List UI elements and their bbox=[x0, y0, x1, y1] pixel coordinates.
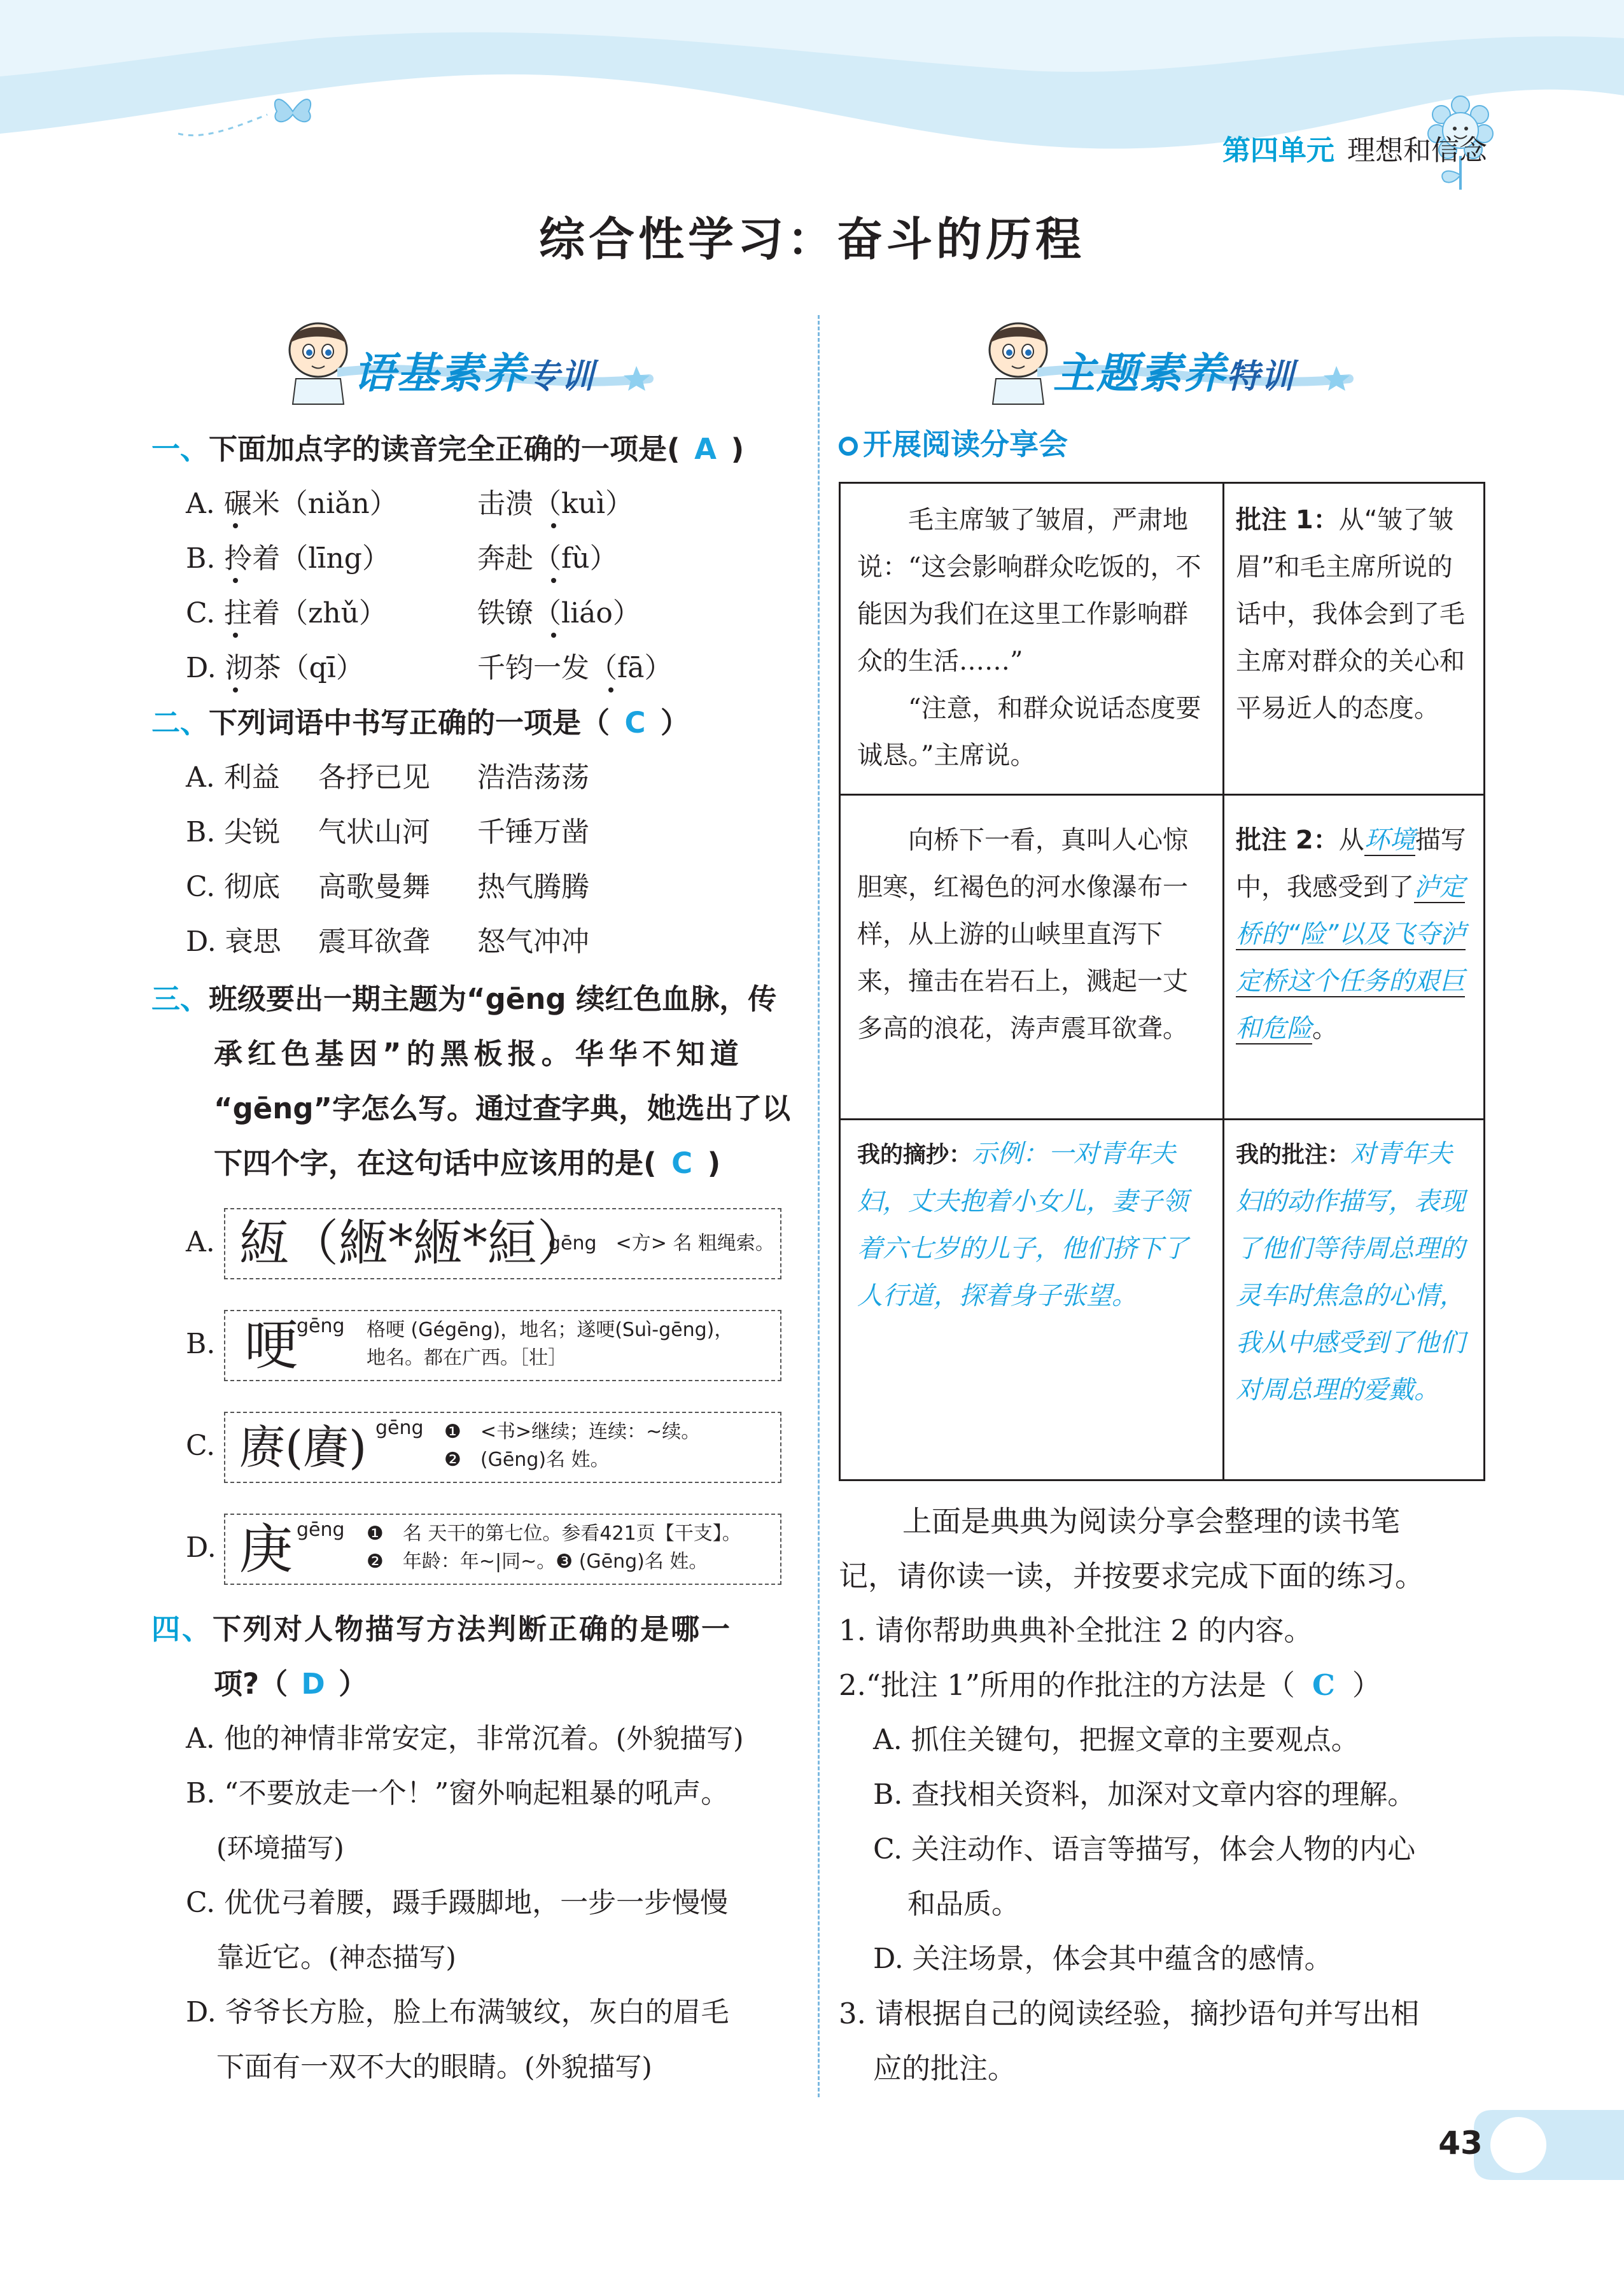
q2-option-c: C. 彻底 bbox=[186, 871, 281, 903]
task-2-option-d: D. 关注场景，体会其中蕴含的感情。 bbox=[873, 1943, 1333, 1975]
reading-notes-table bbox=[839, 482, 1485, 1481]
task-2-option-a: A. 抓住关键句，把握文章的主要观点。 bbox=[873, 1724, 1359, 1756]
answer-1: A bbox=[694, 432, 717, 466]
column-divider bbox=[818, 315, 820, 2097]
dict-letter-d: D. bbox=[186, 1531, 216, 1564]
dict-entry-a bbox=[224, 1208, 781, 1279]
task-2: 2.“批注 1”所用的作批注的方法是（ C ） bbox=[839, 1668, 1381, 1702]
answer-2: C bbox=[624, 706, 646, 740]
dict-def-c2: ❷ (Gēng)名 姓。 bbox=[444, 1449, 610, 1471]
q2-option-c-word3: 热气腾腾 bbox=[477, 871, 589, 903]
row2-excerpt bbox=[841, 817, 1222, 1052]
dashed-trail bbox=[178, 102, 280, 140]
task-1: 1. 请你帮助典典补全批注 2 的内容。 bbox=[839, 1614, 1313, 1647]
dict-def-a: gēng <方> 名 粗绳索。 bbox=[549, 1232, 774, 1255]
q1-option-a2: 击溃（kuì） bbox=[477, 488, 634, 520]
q4-option-b: B. “不要放走一个！”窗外响起粗暴的吼声。 bbox=[186, 1777, 729, 1810]
q2-option-c-word2: 高歌曼舞 bbox=[318, 871, 430, 903]
section-header-right bbox=[980, 315, 1362, 411]
my-annotation-text: 对青年夫妇的动作描写，表现了他们等待周总理的灵车时焦急的心情，我从中感受到了他们对周总理的爱戴。 bbox=[1236, 1139, 1465, 1405]
target-icon bbox=[839, 437, 858, 456]
intro-line-2: 记，请你读一读，并按要求完成下面的练习。 bbox=[839, 1559, 1424, 1593]
question-3-line4: 下四个字，在这句话中应该用的是( C ) bbox=[214, 1146, 721, 1180]
question-4-line2: 项?（ D ） bbox=[214, 1667, 368, 1701]
row1-excerpt-p1: 毛主席皱了皱眉，严肃地说：“这会影响群众吃饭的，不能因为我们在这里工作影响群众的生活……” bbox=[857, 505, 1201, 676]
q2-option-d-word3: 怒气冲冲 bbox=[477, 925, 589, 958]
question-3-line3: “gēng”字怎么写。通过查字典，她选出了以 bbox=[214, 1092, 791, 1125]
unit-number: 第四单元 bbox=[1222, 134, 1334, 167]
q2-option-a-word3: 浩浩荡荡 bbox=[477, 761, 589, 794]
question-2: 二、下列词语中书写正确的一项是（ C ） bbox=[151, 706, 690, 740]
row2-annotation: 批注 2：从环境描写中，我感受到了泸定桥的“险”以及飞夺泸定桥这个任务的艰巨和危险。 bbox=[1236, 826, 1466, 1043]
task-2-option-c-cont: 和品质。 bbox=[907, 1888, 1019, 1920]
row2-excerpt-p: 向桥下一看，真叫人心惊胆寒，红褐色的河水像瀑布一样，从上游的山峡里直泻下来，撞击在岩石上，溅起一丈多高的浪花，涛声震耳欲聋。 bbox=[857, 826, 1188, 1043]
question-3-line2: 承红色基因”的黑板报。华华不知道 bbox=[214, 1037, 744, 1071]
row1-excerpt bbox=[841, 496, 1222, 779]
task-3-line2: 应的批注。 bbox=[873, 2051, 1017, 2085]
q2-option-d-word2: 震耳欲聋 bbox=[318, 925, 430, 958]
dict-entry-b bbox=[224, 1310, 781, 1381]
my-copy-text: 示例：一对青年夫妇，丈夫抱着小女儿，妻子领着六七岁的儿子，他们挤下了人行道，探着身子张望。 bbox=[857, 1139, 1188, 1311]
q4-option-c-cont: 靠近它。(神态描写) bbox=[216, 1941, 456, 1974]
intro-line-1: 上面是典典为阅读分享会整理的读书笔 bbox=[902, 1504, 1400, 1538]
dict-char-b: 哽 bbox=[244, 1314, 298, 1377]
unit-theme: 理想和信念 bbox=[1347, 134, 1487, 167]
task-2-option-c: C. 关注动作、语言等描写，体会人物的内心 bbox=[873, 1833, 1416, 1866]
dict-pinyin-b: gēng bbox=[297, 1315, 345, 1337]
dict-entry-d bbox=[224, 1514, 781, 1585]
q1-option-a: A. 碾米（niǎn） bbox=[186, 488, 398, 520]
q2-option-a: A. 利益 bbox=[186, 761, 280, 794]
dict-letter-a: A. bbox=[186, 1226, 215, 1258]
dict-entry-c bbox=[224, 1412, 781, 1483]
answer-3: C bbox=[671, 1146, 693, 1180]
annotation-1-text: 从“皱了皱眉”和毛主席所说的话中，我体会到了毛主席对群众的关心和平易近人的态度。 bbox=[1236, 505, 1465, 723]
section-title-right: 主题素养特训 bbox=[1053, 349, 1296, 398]
annotation-1-label: 批注 1： bbox=[1236, 505, 1339, 535]
section-title-left: 语基素养专训 bbox=[353, 349, 596, 398]
dict-def-d2: ❷ 年龄：年~|同~。❸ (Gēng)名 姓。 bbox=[367, 1550, 708, 1573]
fill-in-2: 泸定桥的“险”以及飞夺泸定桥这个任务的艰巨和危险 bbox=[1236, 873, 1466, 1043]
page-title: 综合性学习：奋斗的历程 bbox=[538, 212, 1085, 266]
annotation-2-label: 批注 2： bbox=[1236, 826, 1339, 855]
dict-letter-c: C. bbox=[186, 1430, 216, 1462]
q2-option-b-word2: 气状山河 bbox=[318, 816, 430, 848]
q4-option-d-cont: 下面有一双不大的眼睛。(外貌描写) bbox=[216, 2051, 652, 2083]
row3-annotation bbox=[1224, 1130, 1485, 1414]
dict-char-d: 庚 bbox=[239, 1518, 293, 1580]
activity-title: 开展阅读分享会 bbox=[839, 428, 1068, 461]
q4-option-a: A. 他的神情非常安定，非常沉着。(外貌描写) bbox=[186, 1722, 744, 1755]
dict-pinyin-c: gēng bbox=[375, 1417, 424, 1439]
q2-option-b-word3: 千锤万凿 bbox=[477, 816, 589, 848]
page-number: 43 bbox=[1438, 2125, 1483, 2162]
page-number-tab bbox=[1474, 2110, 1624, 2180]
q1-option-d2: 千钧一发（fā） bbox=[477, 652, 673, 684]
dict-def-b2: 地名。都在广西。［壮］ bbox=[367, 1347, 567, 1369]
q1-option-d: D. 沏茶（qī） bbox=[186, 652, 364, 684]
dict-pinyin-d: gēng bbox=[297, 1519, 345, 1541]
q1-option-b2: 奔赴（fù） bbox=[477, 542, 618, 575]
my-copy-label: 我的摘抄： bbox=[857, 1141, 972, 1168]
q2-option-a-word2: 各抒已见 bbox=[318, 761, 430, 794]
section-header-left bbox=[280, 315, 662, 411]
task-2-answer: C bbox=[1312, 1668, 1335, 1702]
dict-char-c: 赓(賡) bbox=[239, 1421, 367, 1474]
my-annotation-label: 我的批注： bbox=[1236, 1141, 1351, 1168]
answer-4: D bbox=[301, 1667, 325, 1701]
question-4-line1: 四、下列对人物描写方法判断正确的是哪一 bbox=[151, 1612, 732, 1646]
dict-def-c1: ❶ <书>继续；连续：~续。 bbox=[444, 1421, 701, 1443]
dict-letter-b: B. bbox=[186, 1328, 216, 1360]
q4-option-b-note: (环境描写) bbox=[216, 1832, 344, 1864]
q1-option-c2: 铁镣（liáo） bbox=[477, 597, 641, 629]
q2-option-b: B. 尖锐 bbox=[186, 816, 281, 848]
unit-title bbox=[1222, 127, 1487, 168]
row1-annotation bbox=[1224, 496, 1485, 732]
question-3-line1: 三、班级要出一期主题为“gēng 续红色血脉，传 bbox=[151, 982, 777, 1016]
row3-copy bbox=[841, 1130, 1222, 1319]
task-2-option-b: B. 查找相关资料，加深对文章内容的理解。 bbox=[873, 1778, 1416, 1811]
dict-char-a: 絚（緪*緪*絙） bbox=[239, 1215, 587, 1272]
task-3-line1: 3. 请根据自己的阅读经验，摘抄语句并写出相 bbox=[839, 1997, 1420, 2030]
dict-def-b1: 格哽 (Gégēng)，地名；遂哽(Suì-gēng)， bbox=[367, 1319, 734, 1341]
dict-def-d1: ❶ 名 天干的第七位。参看421页【干支】。 bbox=[367, 1522, 741, 1545]
q1-option-c: C. 拄着（zhǔ） bbox=[186, 597, 387, 629]
question-1: 一、下面加点字的读音完全正确的一项是( A ) bbox=[151, 432, 745, 466]
q2-option-d: D. 衰思 bbox=[186, 925, 281, 958]
q4-option-d: D. 爷爷长方脸，脸上布满皱纹，灰白的眉毛 bbox=[186, 1996, 729, 2028]
q4-option-c: C. 优优弓着腰，蹑手蹑脚地，一步一步慢慢 bbox=[186, 1887, 729, 1919]
q1-option-b: B. 拎着（līng） bbox=[186, 542, 390, 575]
row1-excerpt-p2: “注意，和群众说话态度要诚恳。”主席说。 bbox=[857, 694, 1201, 770]
fill-in-1: 环境 bbox=[1364, 826, 1415, 855]
